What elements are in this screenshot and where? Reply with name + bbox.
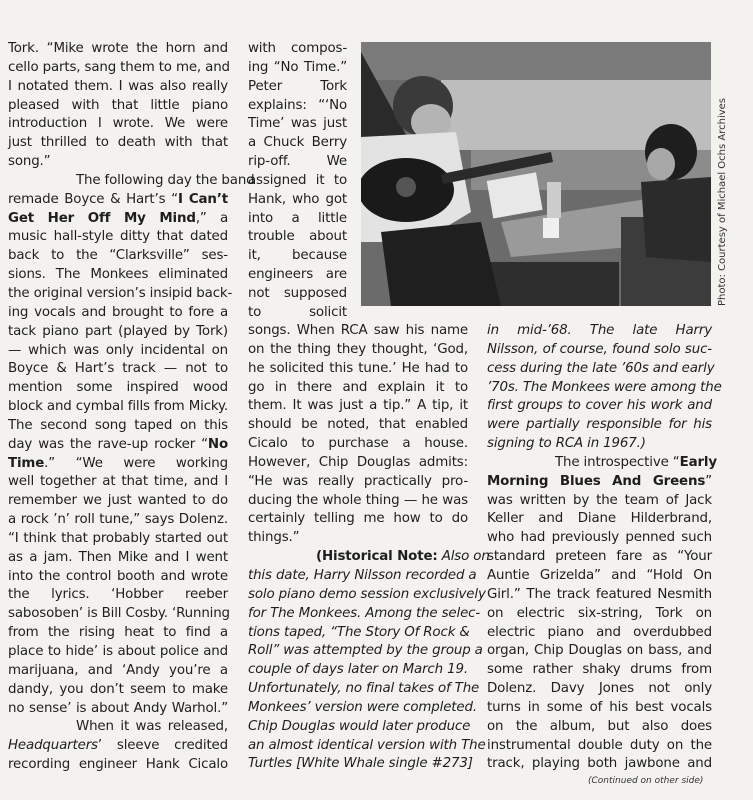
text-line: certainly telling me how to do bbox=[248, 511, 468, 527]
text-line: for The Monkees. Among the selec- bbox=[248, 605, 481, 621]
historical-note-heading-line bbox=[248, 548, 490, 567]
text-line bbox=[487, 454, 717, 473]
text-line: “I think that probably started out bbox=[8, 530, 228, 546]
text-line: who had previously penned such bbox=[487, 530, 712, 546]
text-line: engineers are bbox=[248, 267, 347, 283]
text-line: into a little bbox=[248, 210, 347, 226]
text-line: a Chuck Berry bbox=[248, 135, 347, 151]
studio-photo bbox=[361, 42, 711, 306]
text-line: pleased with that little piano bbox=[8, 97, 228, 113]
text-line bbox=[8, 191, 228, 210]
text-line: on the album, but also does bbox=[487, 718, 712, 734]
guitar-soundhole bbox=[396, 177, 416, 197]
text-line: “He was really practically pro- bbox=[248, 473, 468, 489]
text-line: Turtles [White Whale single #273] bbox=[248, 756, 473, 772]
text-line: remember we just wanted to do bbox=[8, 493, 228, 509]
text-line: recording engineer Hank Cicalo bbox=[8, 757, 228, 773]
text-line: turns in some of his best vocals bbox=[487, 699, 712, 715]
text-line: Peter Tork bbox=[248, 78, 347, 94]
text-line: Chip Douglas would later produce bbox=[248, 718, 471, 734]
text-line: ing vocals and brought to fore a bbox=[8, 304, 228, 320]
text-line: first groups to cover his work and bbox=[487, 398, 712, 414]
text-line: this date, Harry Nilsson recorded a bbox=[248, 567, 477, 583]
text: remade Boyce & Hart’s “ bbox=[8, 191, 178, 207]
article-column-2-wide bbox=[248, 322, 490, 774]
text-line: mention some inspired wood bbox=[8, 380, 228, 396]
text-line bbox=[8, 455, 228, 474]
text-line: track, playing both jawbone and bbox=[487, 756, 712, 772]
text-line: go in there and explain it to bbox=[248, 379, 468, 395]
paren: ( bbox=[316, 549, 322, 565]
text-line: Unfortunately, no final takes of The bbox=[248, 681, 480, 697]
guitarist-legs bbox=[381, 222, 501, 306]
text-line: The second song taped on this bbox=[8, 417, 228, 433]
text-line bbox=[8, 210, 228, 229]
text-line: explains: “‘No bbox=[248, 97, 347, 113]
text-line: The following day the band bbox=[76, 172, 255, 188]
text-line: ducing the whole thing — he was bbox=[248, 492, 468, 508]
text-line: electric piano and overdubbed bbox=[487, 624, 712, 640]
text-line: song.” bbox=[8, 154, 51, 170]
text-line: songs. When RCA saw his name bbox=[248, 323, 468, 338]
text-line: When it was released, bbox=[76, 719, 228, 735]
text-line: couple of days later on March 19. bbox=[248, 662, 468, 678]
historical-note-label: Historical Note: bbox=[321, 549, 438, 565]
text-line: on the thing they thought, ‘God, bbox=[248, 341, 468, 357]
text-line: the lyrics. ‘Hobber reeber bbox=[8, 587, 228, 603]
seated-man-body bbox=[641, 177, 711, 262]
text-line: trouble about bbox=[248, 229, 347, 245]
photo-credit: Photo: Courtesy of Michael Ochs Archives bbox=[717, 97, 728, 306]
ceiling bbox=[361, 42, 711, 80]
text-line: things.” bbox=[248, 530, 300, 546]
bottle bbox=[547, 182, 561, 218]
paper-cup bbox=[543, 218, 559, 238]
text-line: he solicited this tune.’ He had to bbox=[248, 360, 468, 376]
text-line: instrumental double duty on the bbox=[487, 737, 712, 753]
text-line: Cicalo to purchase a house. bbox=[248, 436, 468, 452]
text-line: tions taped, “The Story Of Rock & bbox=[248, 624, 470, 640]
text-line: Auntie Grizelda” and “Hold On bbox=[487, 567, 712, 583]
text-line: Nilsson, of course, found solo suc- bbox=[487, 341, 712, 357]
text-line: — which was only incidental on bbox=[8, 342, 228, 358]
seated-man-face bbox=[647, 148, 675, 180]
text-line: However, Chip Douglas admits: bbox=[248, 454, 468, 470]
text-line: no sense’ is about Andy Warhol.” bbox=[8, 700, 228, 716]
article-column-1 bbox=[8, 40, 255, 775]
text-line bbox=[8, 436, 228, 455]
text-line: should be noted, that enabled bbox=[248, 417, 468, 433]
text-line: place to hide’ is about police and bbox=[8, 644, 228, 659]
text-line: to solicit bbox=[248, 304, 347, 320]
text-line: Tork. “Mike wrote the horn and bbox=[8, 41, 228, 56]
text-line: from the rising heat to find a bbox=[8, 625, 228, 641]
text: The introspective “ bbox=[555, 454, 680, 470]
article-column-2-narrow bbox=[248, 40, 347, 323]
text-line: rip-off. We bbox=[248, 154, 347, 170]
text-line: on electric six-string, Tork on bbox=[487, 605, 712, 621]
text-line: well together at that time, and I bbox=[8, 474, 228, 490]
text-line: Time’ was just bbox=[248, 116, 347, 132]
text-line: Girl.” The track featured Nesmith bbox=[487, 586, 712, 602]
text-line: ing “No Time.” bbox=[248, 59, 347, 75]
text-line: music hall-style ditty that dated bbox=[8, 229, 228, 245]
continued-note: (Continued on other side) bbox=[588, 776, 704, 786]
text-line: some rather shaky drums from bbox=[487, 662, 712, 678]
studio-photo-illustration bbox=[361, 42, 711, 306]
text-line: them. It was just a tip.” A tip, it bbox=[248, 398, 468, 414]
song-title: No bbox=[207, 436, 228, 452]
song-title: I Can’t bbox=[177, 191, 229, 207]
text-line: solo piano demo session exclusively bbox=[248, 586, 486, 602]
text-line: marijuana, and ‘Andy you’re a bbox=[8, 662, 228, 678]
text-line: Hank, who got bbox=[248, 191, 347, 207]
text-line: standard preteen fare as “Your bbox=[487, 549, 712, 565]
text-line: dandy, you don’t seem to make bbox=[8, 681, 228, 697]
text-line: was written by the team of Jack bbox=[487, 492, 712, 508]
album-title: Headquarters bbox=[8, 738, 98, 754]
text: .” “We were working bbox=[44, 455, 228, 471]
amplifier bbox=[479, 262, 619, 306]
text-line: cello parts, sang them to me, and bbox=[8, 59, 230, 75]
text-line: were partially responsible for his bbox=[487, 417, 712, 433]
song-title: Time bbox=[8, 455, 45, 471]
text-line: organ, Chip Douglas on bass, and bbox=[487, 643, 712, 659]
text-line bbox=[8, 737, 228, 756]
text-line: Monkees’ version were completed. bbox=[248, 699, 477, 715]
text-line: Dolenz. Davy Jones not only bbox=[487, 681, 712, 697]
text: ” bbox=[705, 473, 712, 489]
text-line: in mid-’68. The late Harry bbox=[487, 323, 712, 338]
text-line: not supposed bbox=[248, 285, 347, 301]
text-line: block and cymbal fills from Micky. bbox=[8, 399, 228, 415]
article-column-3 bbox=[487, 322, 722, 774]
text-line: with compos- bbox=[248, 41, 347, 56]
text-line: sabosoben’ is Bill Cosby. ‘Running bbox=[8, 606, 230, 622]
text-line: as a jam. Then Mike and I went bbox=[8, 549, 228, 565]
text-line bbox=[487, 473, 712, 492]
song-title: Early bbox=[679, 454, 717, 470]
text-line: assigned it to bbox=[248, 172, 347, 188]
text-line: an almost identical version with The bbox=[248, 737, 486, 753]
text-line: into the control booth and wrote bbox=[8, 568, 228, 584]
text-line: I notated them. I was also really bbox=[8, 78, 228, 94]
text-line: Keller and Diane Hilderbrand, bbox=[487, 511, 712, 527]
text: day was the rave-up rocker “ bbox=[8, 436, 208, 452]
text: ,” a bbox=[195, 210, 228, 226]
text: ’ sleeve credited bbox=[97, 738, 228, 754]
text-line: introduction I wrote. We were bbox=[8, 116, 228, 132]
song-title: Morning Blues And Greens bbox=[487, 473, 706, 489]
text-line: cess during the late ’60s and early bbox=[487, 360, 715, 376]
text-line: Roll” was attempted by the group a bbox=[248, 643, 483, 659]
text-line: a rock ’n’ roll tune,” says Dolenz. bbox=[8, 512, 228, 528]
text-line: Boyce & Hart’s track — not to bbox=[8, 361, 228, 377]
text-line: ’70s. The Monkees were among the bbox=[487, 379, 722, 395]
text-line: tack piano part (played by Tork) bbox=[8, 323, 228, 339]
text-line: back to the “Clarksville” ses- bbox=[8, 248, 228, 264]
text-line: signing to RCA in 1967.) bbox=[487, 436, 646, 452]
song-title: Get Her Off My Mind bbox=[8, 210, 196, 226]
text-line: the original version’s insipid back- bbox=[8, 285, 233, 301]
text-line: just thrilled to death with that bbox=[8, 135, 228, 151]
text-line: sions. The Monkees eliminated bbox=[8, 267, 228, 283]
text: Also on bbox=[437, 549, 490, 565]
text-line: it, because bbox=[248, 248, 347, 264]
